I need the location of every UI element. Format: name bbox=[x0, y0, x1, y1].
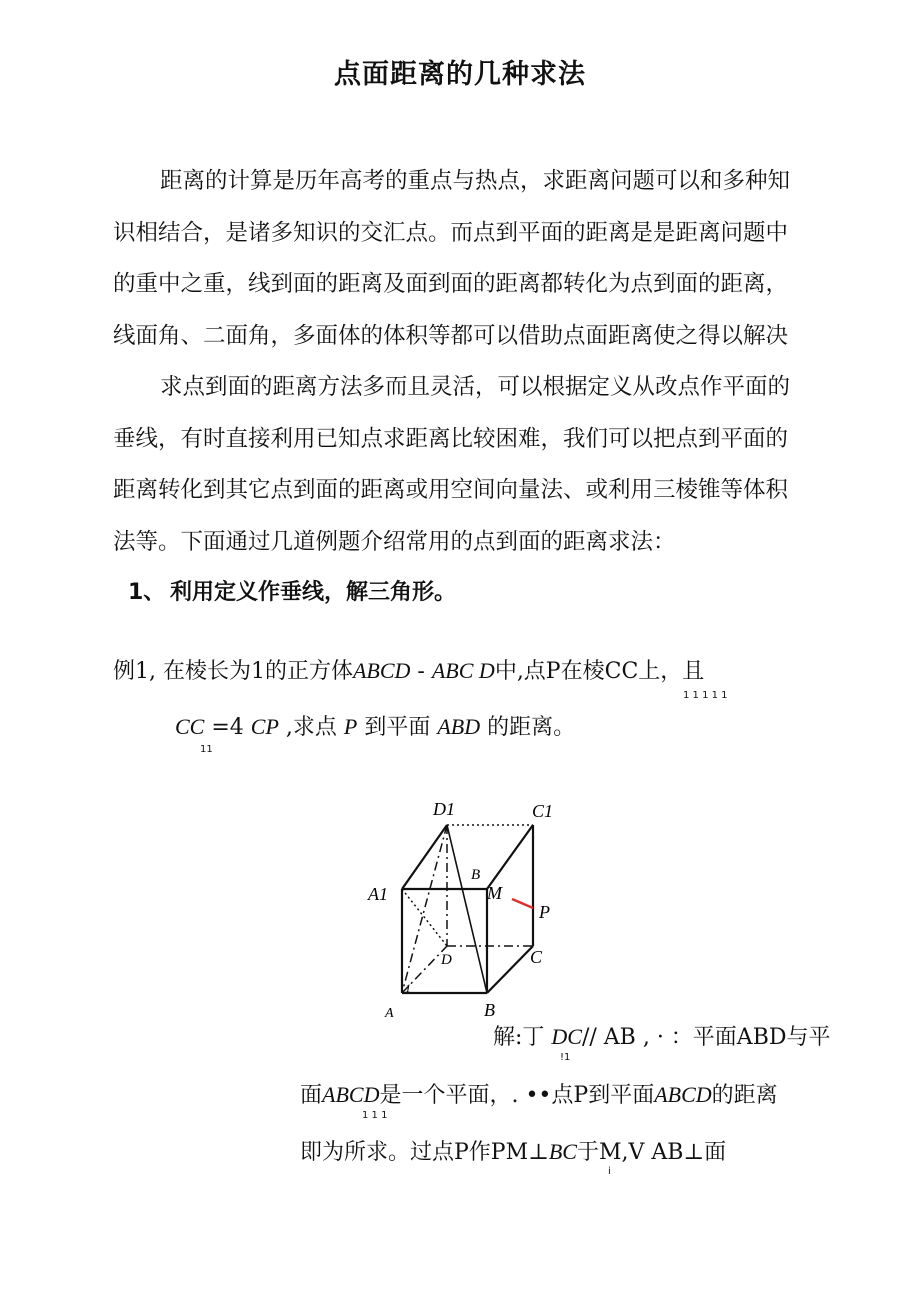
label-p: P bbox=[539, 902, 550, 922]
solution-line-3 bbox=[300, 1135, 726, 1166]
edge-b-c bbox=[487, 946, 533, 993]
section-title: 利用定义作垂线，解三角形。 bbox=[170, 580, 457, 605]
example-text: 的距离。 bbox=[480, 715, 576, 740]
math-bc: BC bbox=[548, 1139, 577, 1164]
subscript-row: 1 1 1 1 1 bbox=[683, 690, 728, 701]
section-number: 1、 bbox=[128, 580, 166, 605]
solution-line-2 bbox=[300, 1078, 778, 1109]
label-d: D bbox=[441, 952, 452, 968]
solution-text: 即为所求。过点P作PM⊥ bbox=[300, 1140, 549, 1165]
solution-text: 面 bbox=[300, 1083, 323, 1108]
math-p: P bbox=[343, 714, 358, 739]
math-abc-d: ABC D bbox=[431, 658, 495, 683]
label-c1: C1 bbox=[532, 801, 554, 821]
solution-text: 解:丁 bbox=[493, 1025, 552, 1050]
label-d1: D1 bbox=[433, 799, 455, 819]
label-a: A bbox=[385, 1006, 394, 1021]
label-b-top: B bbox=[471, 867, 481, 883]
subscript-row: i bbox=[608, 1166, 611, 1177]
math-dc: DC bbox=[551, 1024, 582, 1049]
segment-pm bbox=[512, 899, 533, 908]
solution-text: 是一个平面，. ••点P到平面 bbox=[379, 1083, 655, 1108]
edge-d1-b bbox=[447, 825, 487, 993]
solution-text: 于M,V AB⊥面 bbox=[576, 1140, 727, 1165]
math-abcd: ABCD bbox=[352, 658, 411, 683]
subscript-row: !1 bbox=[560, 1052, 571, 1063]
example-text: 到平面 bbox=[357, 715, 438, 740]
label-c: C bbox=[530, 947, 543, 967]
text-line: 识相结合，是诸多知识的交汇点。而点到平面的距离是是距离问题中 bbox=[113, 219, 789, 246]
math-cp: CP bbox=[250, 714, 279, 739]
math-abcd: ABCD bbox=[322, 1082, 380, 1107]
math-dash: - bbox=[410, 659, 432, 684]
label-a1: A1 bbox=[368, 884, 388, 904]
math-cc: CC bbox=[175, 714, 205, 739]
edge-a1-d-hidden bbox=[402, 889, 447, 946]
example-text: 中,点P在棱CC上，且 bbox=[494, 659, 705, 684]
text-line: 距离的计算是历年高考的重点与热点，求距离问题可以和多种知 bbox=[160, 168, 791, 194]
subscript-row: 1 1 1 bbox=[362, 1110, 388, 1121]
edge-b1-c1 bbox=[487, 825, 533, 889]
text-line: 的重中之重，线到面的距离及面到面的距离都转化为点到面的距离， bbox=[113, 271, 789, 297]
math-abcd: ABCD bbox=[654, 1082, 712, 1107]
solution-line-1 bbox=[493, 1020, 831, 1051]
label-b: B bbox=[484, 1000, 495, 1020]
label-m: M bbox=[487, 883, 502, 903]
edge-a1-d1 bbox=[402, 825, 447, 889]
text-line: 法等。下面通过几道例题介绍常用的点到面的距离求法： bbox=[113, 528, 676, 555]
text-line: 垂线，有时直接利用已知点求距离比较困难，我们可以把点到平面的 bbox=[113, 425, 789, 452]
example-text: ,求点 bbox=[278, 715, 344, 740]
label-a-sub: 1 bbox=[405, 981, 411, 995]
math-abd: ABD bbox=[437, 714, 481, 739]
math-eq: =4 bbox=[204, 715, 251, 740]
text-line: 距离转化到其它点到面的距离或用空间向量法、或利用三棱锥等体积 bbox=[113, 477, 789, 503]
page-title: 点面距离的几种求法 bbox=[334, 59, 586, 90]
subscript-row: 11 bbox=[200, 744, 213, 755]
text-line: 求点到面的距离方法多而且灵活，可以根据定义从改点作平面的 bbox=[160, 374, 791, 400]
example-text: 例1, 在棱长为1的正方体 bbox=[113, 659, 353, 684]
text-line: 线面角、二面角，多面体的体积等都可以借助点面距离使之得以解决 bbox=[113, 322, 789, 349]
solution-text: 的距离 bbox=[711, 1083, 778, 1108]
solution-text: // AB , · ：平面ABD与平 bbox=[581, 1025, 831, 1050]
